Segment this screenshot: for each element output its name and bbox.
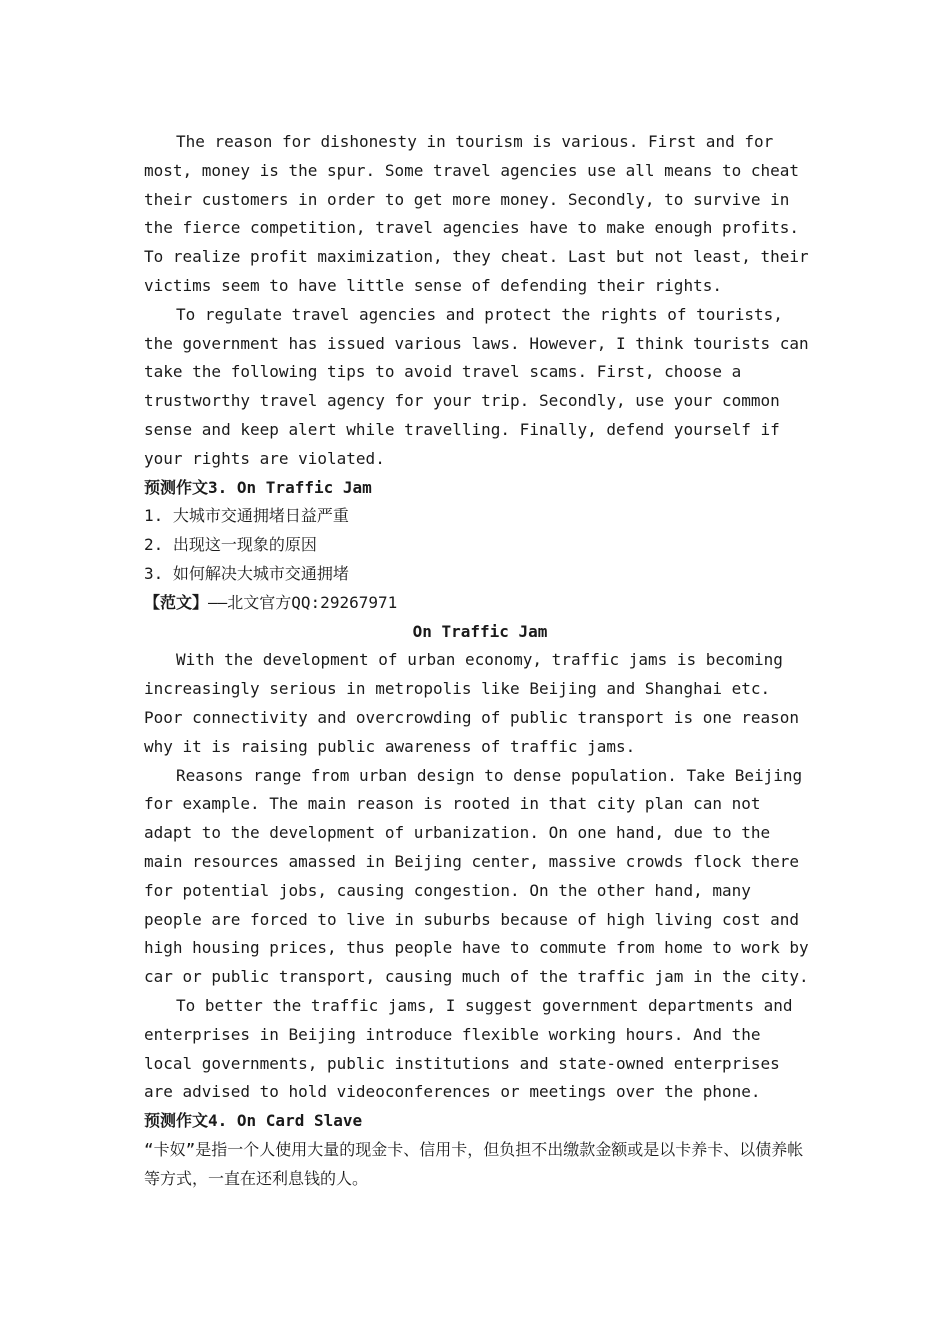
essay-title: On Traffic Jam [412,621,548,641]
paragraph-dishonesty-reasons: The reason for dishonesty in tourism is various. First and for most, money is the spur. Some travel agencies use all means to cheat their customers in order to get more money. Secondly, to survive in the fierce competition, travel agencies have to make enough profits. To realize profit maximization, they cheat. Last but not least, their victims seem to have little sense of defending their rights. [144,132,819,295]
list-item-2: 2. 出现这一现象的原因 [144,535,317,555]
heading-essay-3: 预测作文3. On Traffic Jam [144,477,372,497]
paragraph-card-slave: “卡奴”是指一个人使用大量的现金卡、信用卡，但负担不出缴款金额或是以卡养卡、以债养帐等方式，一直在还利息钱的人。 [144,1139,804,1188]
paragraph-traffic-solutions: To better the traffic jams, I suggest government departments and enterprises in Beijing introduce flexible working hours. And the local governments, public institutions and state-owned enterprises are advised to hold videoconferences or meetings over the phone. [144,995,803,1102]
document-body [144,128,819,1193]
sample-essay-line [144,589,816,618]
paragraph-traffic-reasons: Reasons range from urban design to dense population. Take Beijing for example. The main reason is rooted in that city plan can not adapt to the development of urbanization. On one hand, due to the main resources amassed in Beijing center, massive crowds flock there for potential jobs, causing congestion. On the other hand, many people are forced to live in suburbs because of high living cost and high housing prices, thus people have to commute from home to work by car or public transport, causing much of the traffic jam in the city. [144,765,819,987]
sample-essay-label: 【范文】 [144,592,209,612]
heading-essay-4: 预测作文4. On Card Slave [144,1111,363,1131]
paragraph-traffic-intro: With the development of urban economy, traffic jams is becoming increasingly serious in metropolis like Beijing and Shanghai etc. Poor connectivity and overcrowding of public transport is one reason why it is raising public awareness of traffic jams. [144,650,809,756]
list-item-3: 3. 如何解决大城市交通拥堵 [144,563,349,583]
list-item-1: 1. 大城市交通拥堵日益严重 [144,506,349,526]
paragraph-travel-tips: To regulate travel agencies and protect the rights of tourists, the government has issued various laws. However, I think tourists can take the following tips to avoid travel scams. First, choose a trustworthy travel agency for your trip. Secondly, use your common sense and keep alert while travelling. Finally, defend yourself if your rights are violated. [144,304,819,468]
sample-essay-note: ——北文官方QQ:29267971 [208,592,398,612]
